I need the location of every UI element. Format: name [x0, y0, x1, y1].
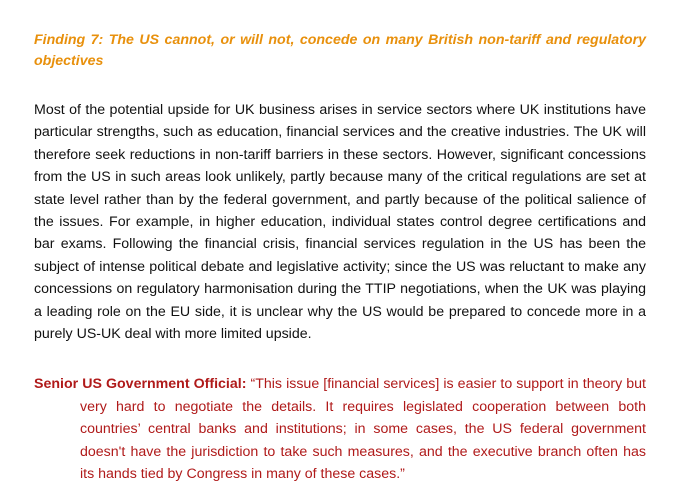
quote-text: “This issue [financial services] is easier to support in theory but very hard to negotiate the details. It requires legislated cooperation between both countries’ central banks and institutions; in some cases, the US federal government doesn't have the jurisdiction to take such measures, and the executive branch often has its hands tied by Congress in many of these cases.” — [80, 376, 646, 483]
official-quote — [34, 373, 646, 485]
finding-heading: Finding 7: The US cannot, or will not, concede on many British non-tariff and regulatory objectives — [34, 32, 646, 69]
quote-speaker: Senior US Government Official — [34, 376, 242, 393]
quote-speaker-separator: : — [241, 376, 247, 393]
body-paragraph: Most of the potential upside for UK business arises in service sectors where UK institutions have particular strengths, such as education, financial services and the creative industries. The UK will therefore seek reductions in non-tariff barriers in these sectors. However, significant concessions from the US in such areas look unlikely, partly because many of the critical regulations are set at state level rather than by the federal government, and partly because of the political salience of the issues. For example, in higher education, individual states control degree certifications and bar exams. Following the financial crisis, financial services regulation in the US has been the subject of intense political debate and legislative activity; since the US was reluctant to make any concessions on regulatory harmonisation during the TTIP negotiations, when the UK was playing a leading role on the EU side, it is unclear why the US would be prepared to concede more in a purely US-UK deal with more limited upside. — [34, 102, 646, 343]
